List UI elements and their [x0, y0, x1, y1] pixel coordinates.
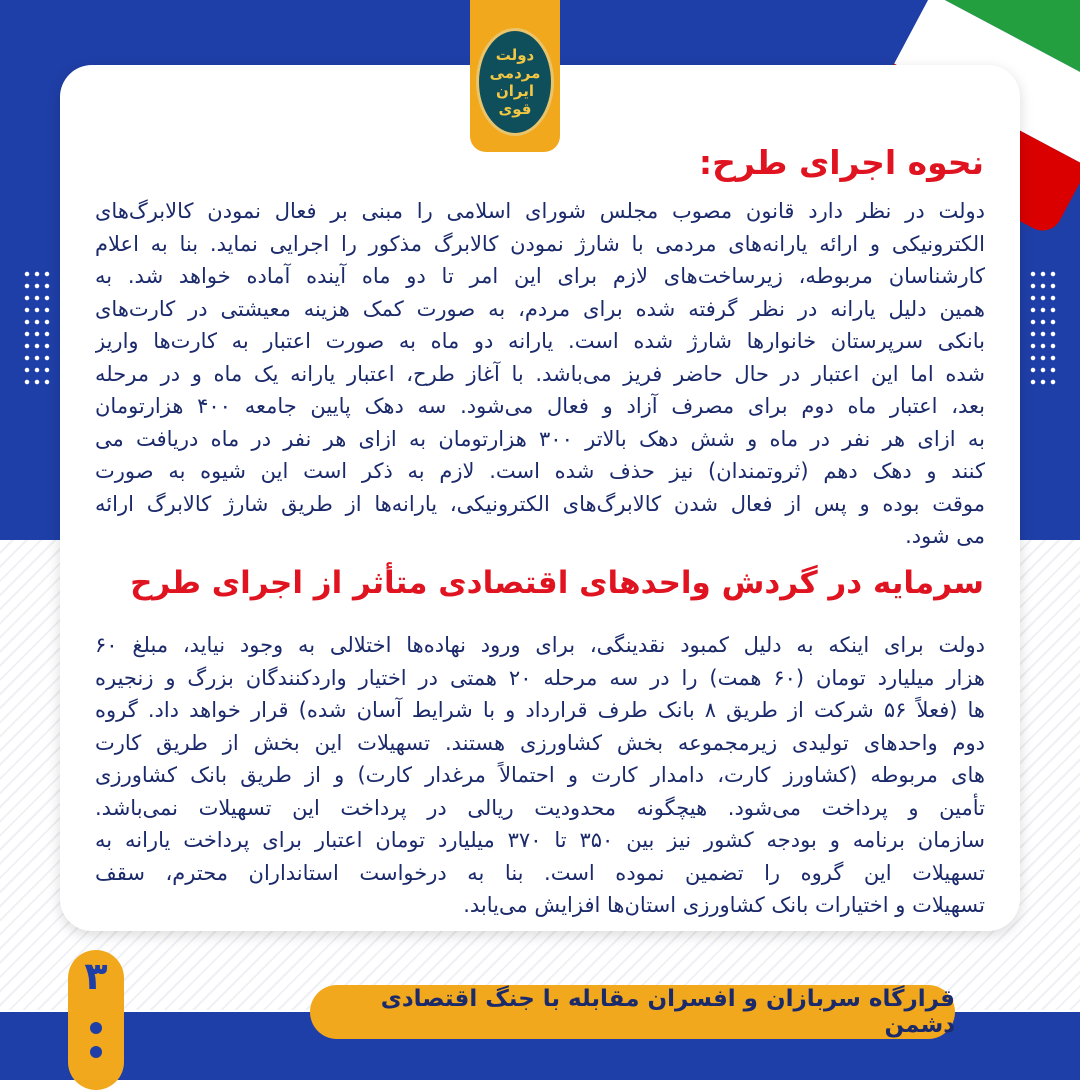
paragraph-line: کنند و دهک دهم (ثروتمندان) نیز حذف شده است. لازم به ذکر است این شیوه به صورت: [95, 459, 985, 483]
logo-tab: [470, 0, 560, 152]
paragraph-line: ها (فعلاً ۵۶ شرکت از طریق ۸ بانک طرف قرارداد و با شرایط آسان شده) قرار خواهد داد. گروه: [95, 698, 985, 722]
paragraph-line: می شود.: [905, 524, 985, 548]
page-number-pill: [68, 950, 124, 1090]
paragraph-line: موقت بوده و پس از فعال شدن کالابرگ‌های الکترونیکی، یارانه‌ها از طریق شارژ کالابرگ ارائه: [95, 491, 985, 516]
paragraph-line: تسهیلات این گروه را تضمین نموده است. بنا به درخواست استانداران محترم، سقف: [95, 860, 985, 885]
content-card: [60, 65, 1020, 931]
dots-decoration-left: [22, 268, 52, 388]
section1-body: [95, 195, 985, 553]
dot-decoration: [90, 1046, 102, 1058]
paragraph-line: های مربوطه (کشاورز کارت، دامدار کارت و احتمالاً مرغدار کارت) و از طریق بانک کشاورزی: [95, 763, 985, 787]
paragraph-line: بعد، اعتبار ماه دوم برای مصرف آزاد و فعال می‌شود. سه دهک پایین جامعه ۴۰۰ هزارتومان: [95, 394, 985, 418]
paragraph-line: بانکی سرپرستان خانوارها شارژ شده است. یارانه دو ماه به صورت اعتبار به کارت‌ها واریز: [95, 329, 985, 353]
paragraph-line: به ازای هر نفر در ماه و شش دهک بالاتر ۳۰۰ هزارتومان به ازای هر نفر در ماه دریافت می: [95, 426, 985, 451]
section2-body: [95, 629, 985, 922]
section1-title: نحوه اجرای طرح:: [698, 143, 984, 182]
paragraph-line: هزار میلیارد تومان (۶۰ همت) را در سه مرحله ۲۰ همتی در اختیار واردکنندگان بزرگ و زنجیره: [95, 665, 985, 690]
dot-decoration: [90, 1022, 102, 1034]
section2-title: سرمایه در گردش واحدهای اقتصادی متأثر از اجرای طرح: [130, 565, 984, 601]
paragraph-line: دوم واحدهای تولیدی زیرمجموعه بخش کشاورزی هستند. تسهیلات این بخش از طریق کارت: [95, 730, 985, 755]
paragraph-line: تسهیلات و اختیارات بانک کشاورزی استان‌ها افزایش می‌یابد.: [463, 893, 985, 917]
paragraph-line: شده اما این اعتبار در حال حاضر فریز می‌باشد. با آغاز طرح، اعتبار یارانه یک ماه و در مرحله: [95, 361, 985, 386]
paragraph-line: تأمین و پرداخت می‌شود. هیچگونه محدودیت ریالی در پرداخت این تسهیلات نمی‌باشد.: [95, 795, 985, 820]
logo: دولت مردمی ایران قوی: [476, 28, 554, 136]
paragraph-line: الکترونیکی و ارائه یارانه‌های مردمی با شارژ نمودن کالابرگ مذکور را اجرایی نماید. بنا به اعلام: [95, 231, 985, 256]
paragraph-line: دولت در نظر دارد قانون مصوب مجلس شورای اسلامی را مبنی بر فعال نمودن کالابرگ‌های: [95, 199, 985, 223]
paragraph-line: دولت برای اینکه به دلیل کمبود نقدینگی، برای ورود نهاده‌ها اختلالی به وجود نیاید، مبلغ ۶۰: [95, 633, 985, 657]
paragraph-line: سازمان برنامه و بودجه کشور نیز بین ۳۵۰ تا ۳۷۰ میلیارد تومان اعتبار برای پرداخت یارانه به: [95, 828, 985, 852]
page-number: ۳: [84, 954, 108, 998]
paragraph-line: کارشناسان مربوطه، زیرساخت‌های لازم برای این امر تا دو ماه آینده آماده خواهد شد. به: [95, 264, 985, 288]
dots-decoration-right: [1028, 268, 1058, 388]
paragraph-line: همین دلیل یارانه در نظر گرفته شده برای مردم، به صورت کمک هزینه معیشتی در کارت‌های: [95, 296, 985, 321]
footer-banner: قرارگاه سربازان و افسران مقابله با جنگ اقتصادی دشمن: [310, 985, 955, 1039]
